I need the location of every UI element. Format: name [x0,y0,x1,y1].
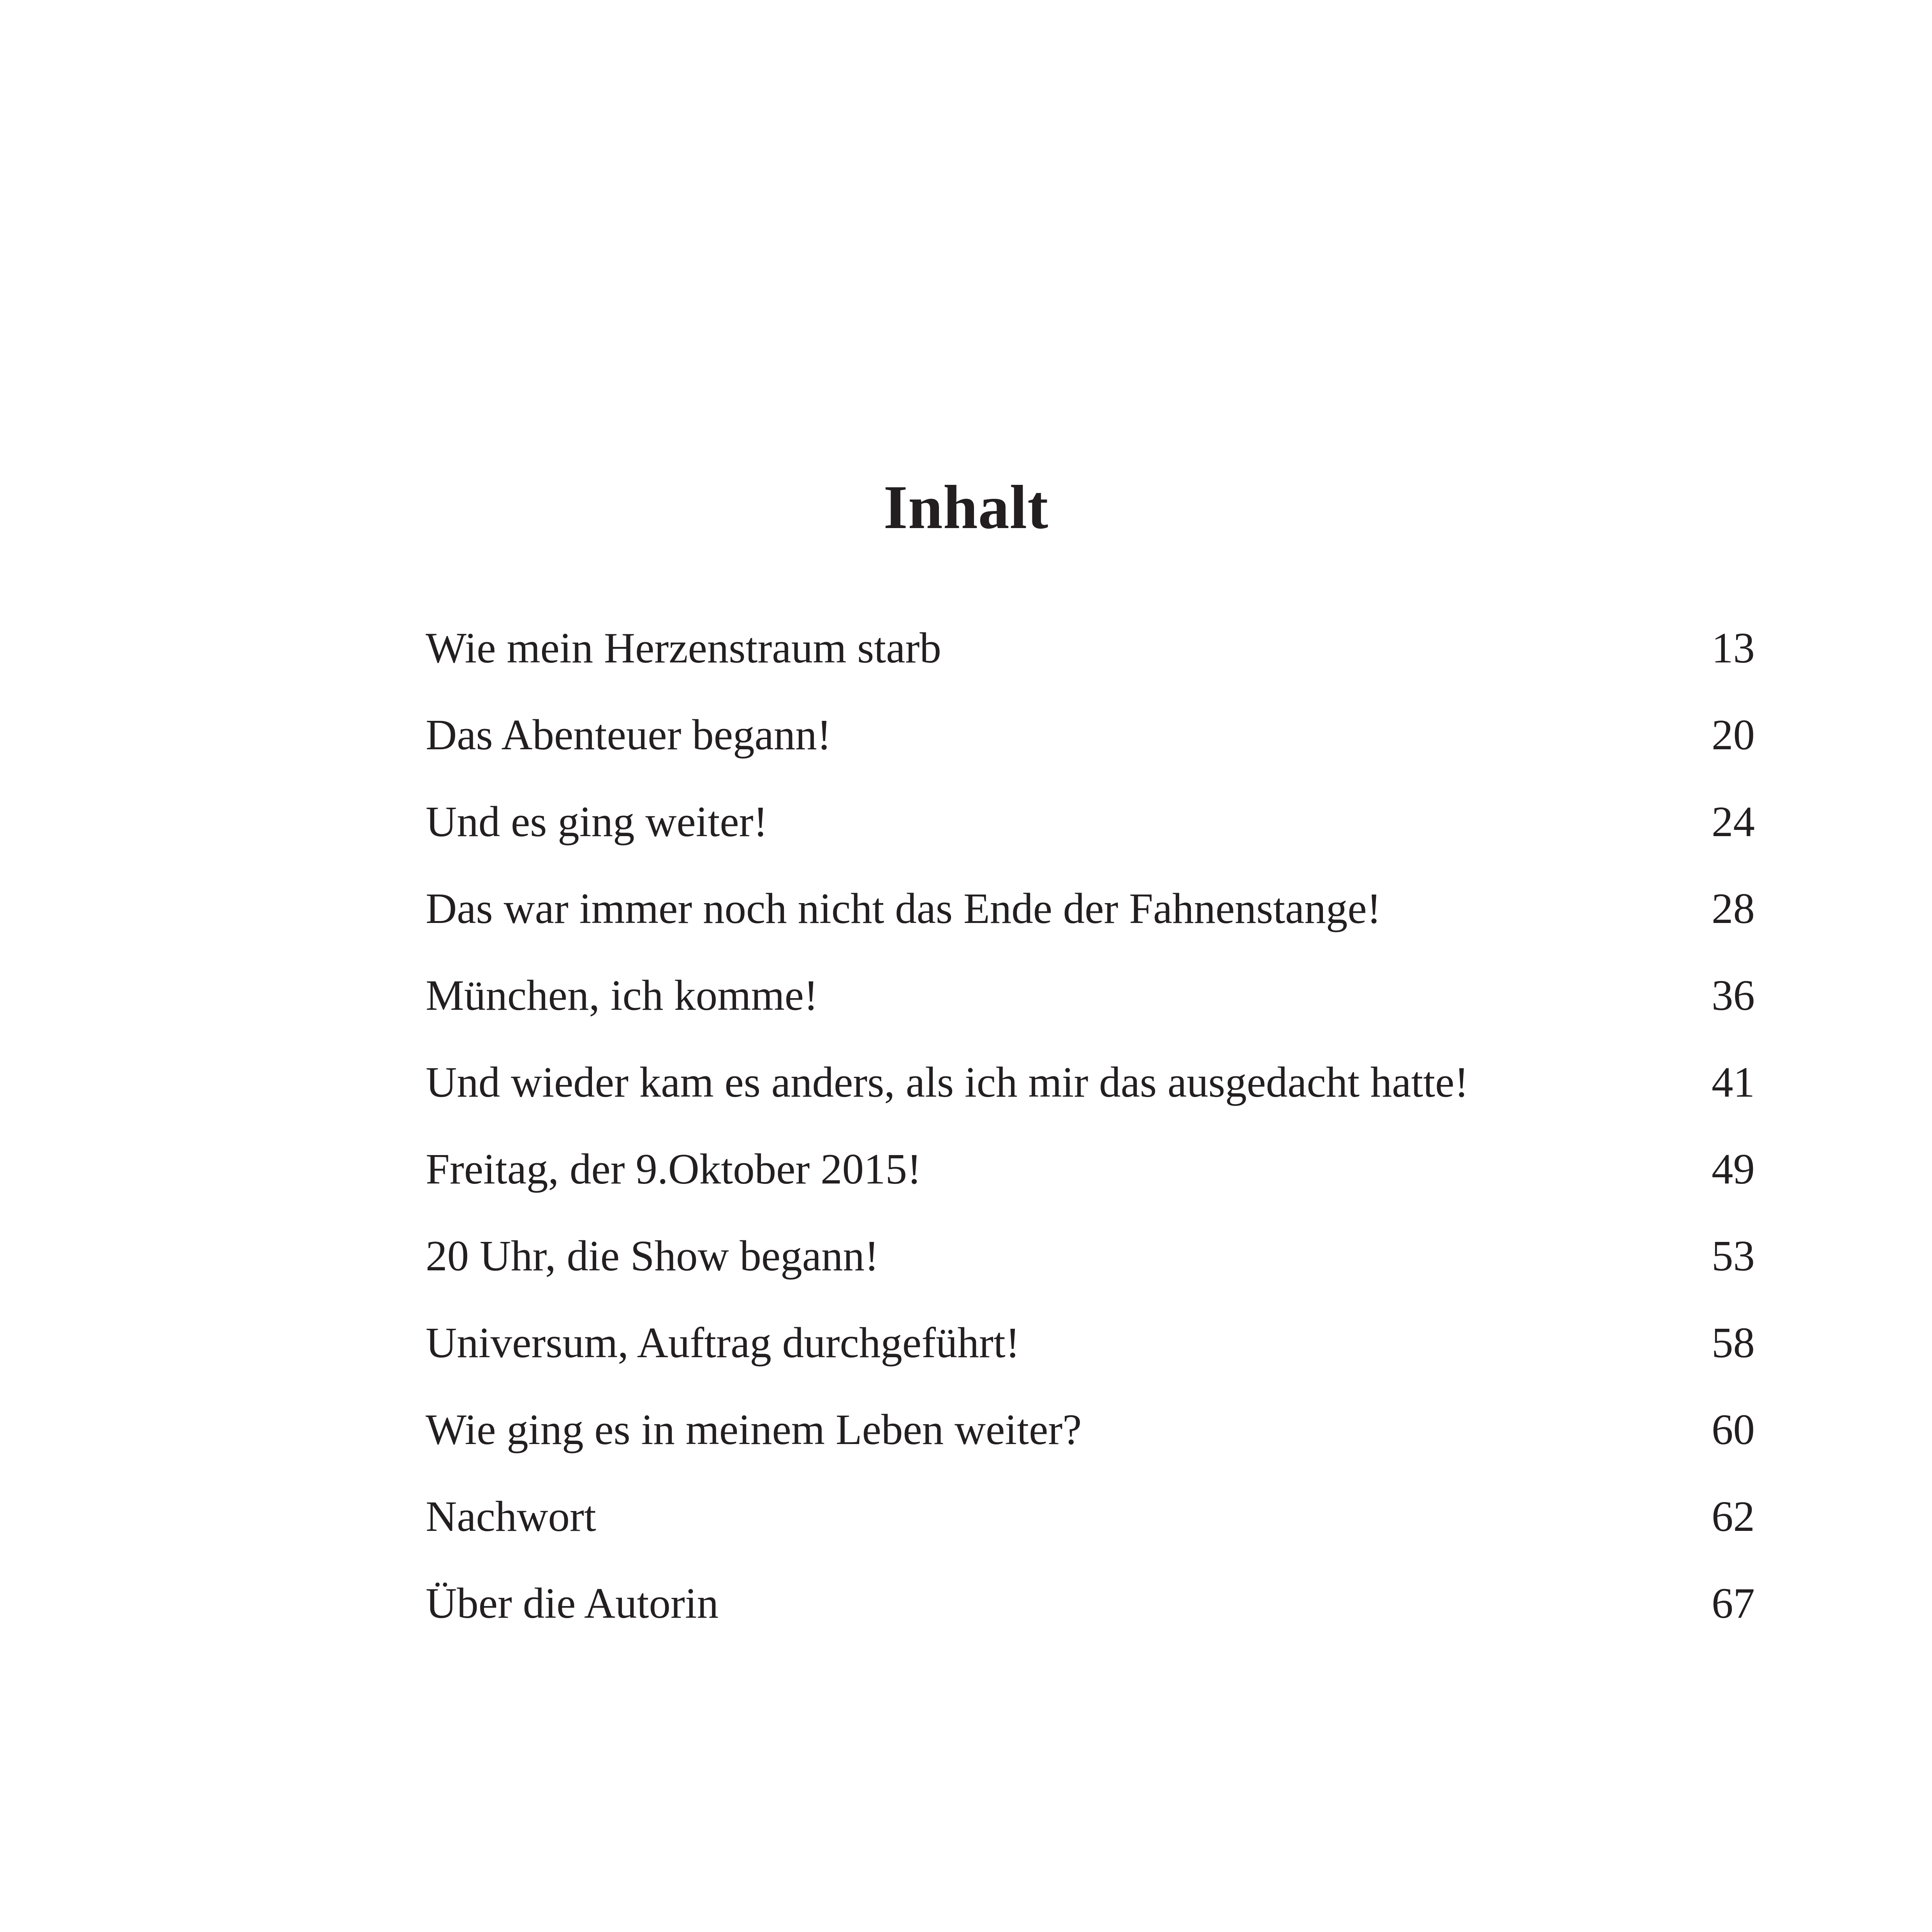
toc-entry-page-number: 62 [1712,1493,1755,1541]
toc-entry-title: 20 Uhr, die Show begann! [426,1232,879,1280]
toc-entry-page-number: 67 [1712,1580,1755,1627]
toc-entry-page-number: 53 [1712,1232,1755,1280]
toc-entry [426,1140,1755,1227]
toc-entry [426,1488,1755,1574]
toc-entry [426,1401,1755,1488]
toc-entry-page-number: 36 [1712,972,1755,1020]
toc-entry [426,1314,1755,1401]
toc-list [426,619,1755,1661]
toc-entry-title: Universum, Auftrag durchgeführt! [426,1319,1020,1367]
toc-entry-page-number: 49 [1712,1145,1755,1193]
toc-entry [426,793,1755,880]
toc-entry-title: Über die Autorin [426,1580,719,1627]
toc-entry-title: Nachwort [426,1493,596,1541]
toc-entry [426,1574,1755,1661]
toc-entry-title: Das Abenteuer begann! [426,711,831,759]
toc-entry [426,706,1755,793]
toc-entry-page-number: 28 [1712,885,1755,933]
toc-entry [426,880,1755,967]
toc-entry-title: Freitag, der 9.Oktober 2015! [426,1145,922,1193]
toc-entry-title: Und wieder kam es anders, als ich mir das ausgedacht hatte! [426,1058,1469,1106]
toc-entry-title: Das war immer noch nicht das Ende der Fahnenstange! [426,885,1381,933]
toc-entry-page-number: 58 [1712,1319,1755,1367]
toc-entry [426,619,1755,706]
toc-entry-title: Wie ging es in meinem Leben weiter? [426,1406,1082,1454]
toc-heading: Inhalt [883,472,1049,542]
toc-entry-page-number: 20 [1712,711,1755,759]
toc-entry [426,1053,1755,1140]
toc-entry [426,967,1755,1053]
toc-entry-title: Wie mein Herzenstraum starb [426,624,941,672]
toc-entry-title: Und es ging weiter! [426,798,768,846]
toc-entry-page-number: 41 [1712,1058,1755,1106]
toc-entry-title: München, ich komme! [426,972,818,1020]
toc-entry-page-number: 60 [1712,1406,1755,1454]
toc-entry [426,1227,1755,1314]
toc-entry-page-number: 24 [1712,798,1755,846]
toc-entry-page-number: 13 [1712,624,1755,672]
